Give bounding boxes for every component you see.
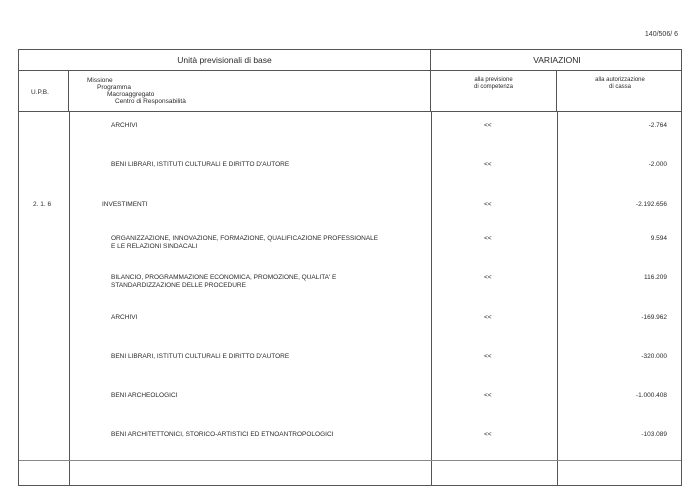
row-competenza: << <box>484 161 492 168</box>
variazioni-header: VARIAZIONI <box>533 55 581 65</box>
row-label: BENI LIBRARI, ISTITUTI CULTURALI E DIRITTO D'AUTORE <box>111 353 290 360</box>
row-cassa: -1.000.408 <box>635 392 667 399</box>
column-divider <box>69 112 70 485</box>
cassa-line2: di cassa <box>608 84 631 90</box>
row-competenza: << <box>484 431 492 438</box>
row-competenza: << <box>484 235 492 242</box>
row-label-line1: ORGANIZZAZIONE, INNOVAZIONE, FORMAZIONE, QUALIFICAZIONE PROFESSIONALE <box>111 235 379 242</box>
row-cassa: -320.000 <box>641 353 667 360</box>
row-label-line2: E LE RELAZIONI SINDACALI <box>111 243 198 250</box>
row-label <box>111 274 336 290</box>
column-divider <box>431 112 432 485</box>
row-label: BENI ARCHITETTONICI, STORICO-ARTISTICI ED ETNOANTROPOLOGICI <box>111 431 334 438</box>
row-label-line2: STANDARDIZZAZIONE DELLE PROCEDURE <box>111 282 246 289</box>
macroaggregato-label: Macroaggregato <box>107 91 155 98</box>
row-competenza: << <box>484 274 492 281</box>
row-cassa: -2.192.656 <box>635 201 667 208</box>
budget-table <box>18 49 682 486</box>
competenza-line2: di competenza <box>473 84 514 90</box>
row-cassa: 116.209 <box>643 274 667 281</box>
row-label: INVESTIMENTI <box>102 201 148 208</box>
row-cassa: -169.962 <box>641 314 667 321</box>
row-label: ARCHIVI <box>111 122 138 129</box>
programma-label: Programma <box>97 84 131 91</box>
upb-column-header <box>19 71 69 111</box>
row-competenza: << <box>484 314 492 321</box>
row-competenza: << <box>484 122 492 129</box>
row-cassa: 9.594 <box>650 235 667 242</box>
row-competenza: << <box>484 392 492 399</box>
competenza-column-header <box>431 71 557 111</box>
row-label-line1: BILANCIO, PROGRAMMAZIONE ECONOMICA, PROMOZIONE, QUALITA' E <box>111 274 337 281</box>
row-competenza: << <box>484 201 492 208</box>
row-cassa: -103.089 <box>641 431 667 438</box>
table-header-sub <box>19 71 681 112</box>
row-cassa: -2.000 <box>648 161 667 168</box>
row-label: BENI ARCHEOLOGICI <box>111 392 178 399</box>
description-column-header <box>69 71 431 111</box>
table-header-top <box>19 50 681 71</box>
competenza-line1: alla previsione <box>474 77 513 83</box>
missione-label: Missione <box>87 77 113 84</box>
row-competenza: << <box>484 353 492 360</box>
unita-header: Unità previsionali di base <box>19 50 431 70</box>
centro-label: Centro di Responsabilità <box>115 98 186 105</box>
row-label <box>111 235 378 251</box>
row-upb: 2. 1. 6 <box>33 201 52 208</box>
row-label: ARCHIVI <box>111 314 138 321</box>
row-cassa: -2.764 <box>648 122 667 129</box>
column-divider <box>557 112 558 485</box>
row-label: BENI LIBRARI, ISTITUTI CULTURALI E DIRITTO D'AUTORE <box>111 161 290 168</box>
page-reference: 140/506/ 6 <box>644 31 678 38</box>
cassa-line1: alla autorizzazione <box>595 77 645 83</box>
cassa-column-header <box>557 71 683 111</box>
bottom-rule <box>19 460 681 461</box>
upb-label: U.P.B. <box>31 89 49 96</box>
